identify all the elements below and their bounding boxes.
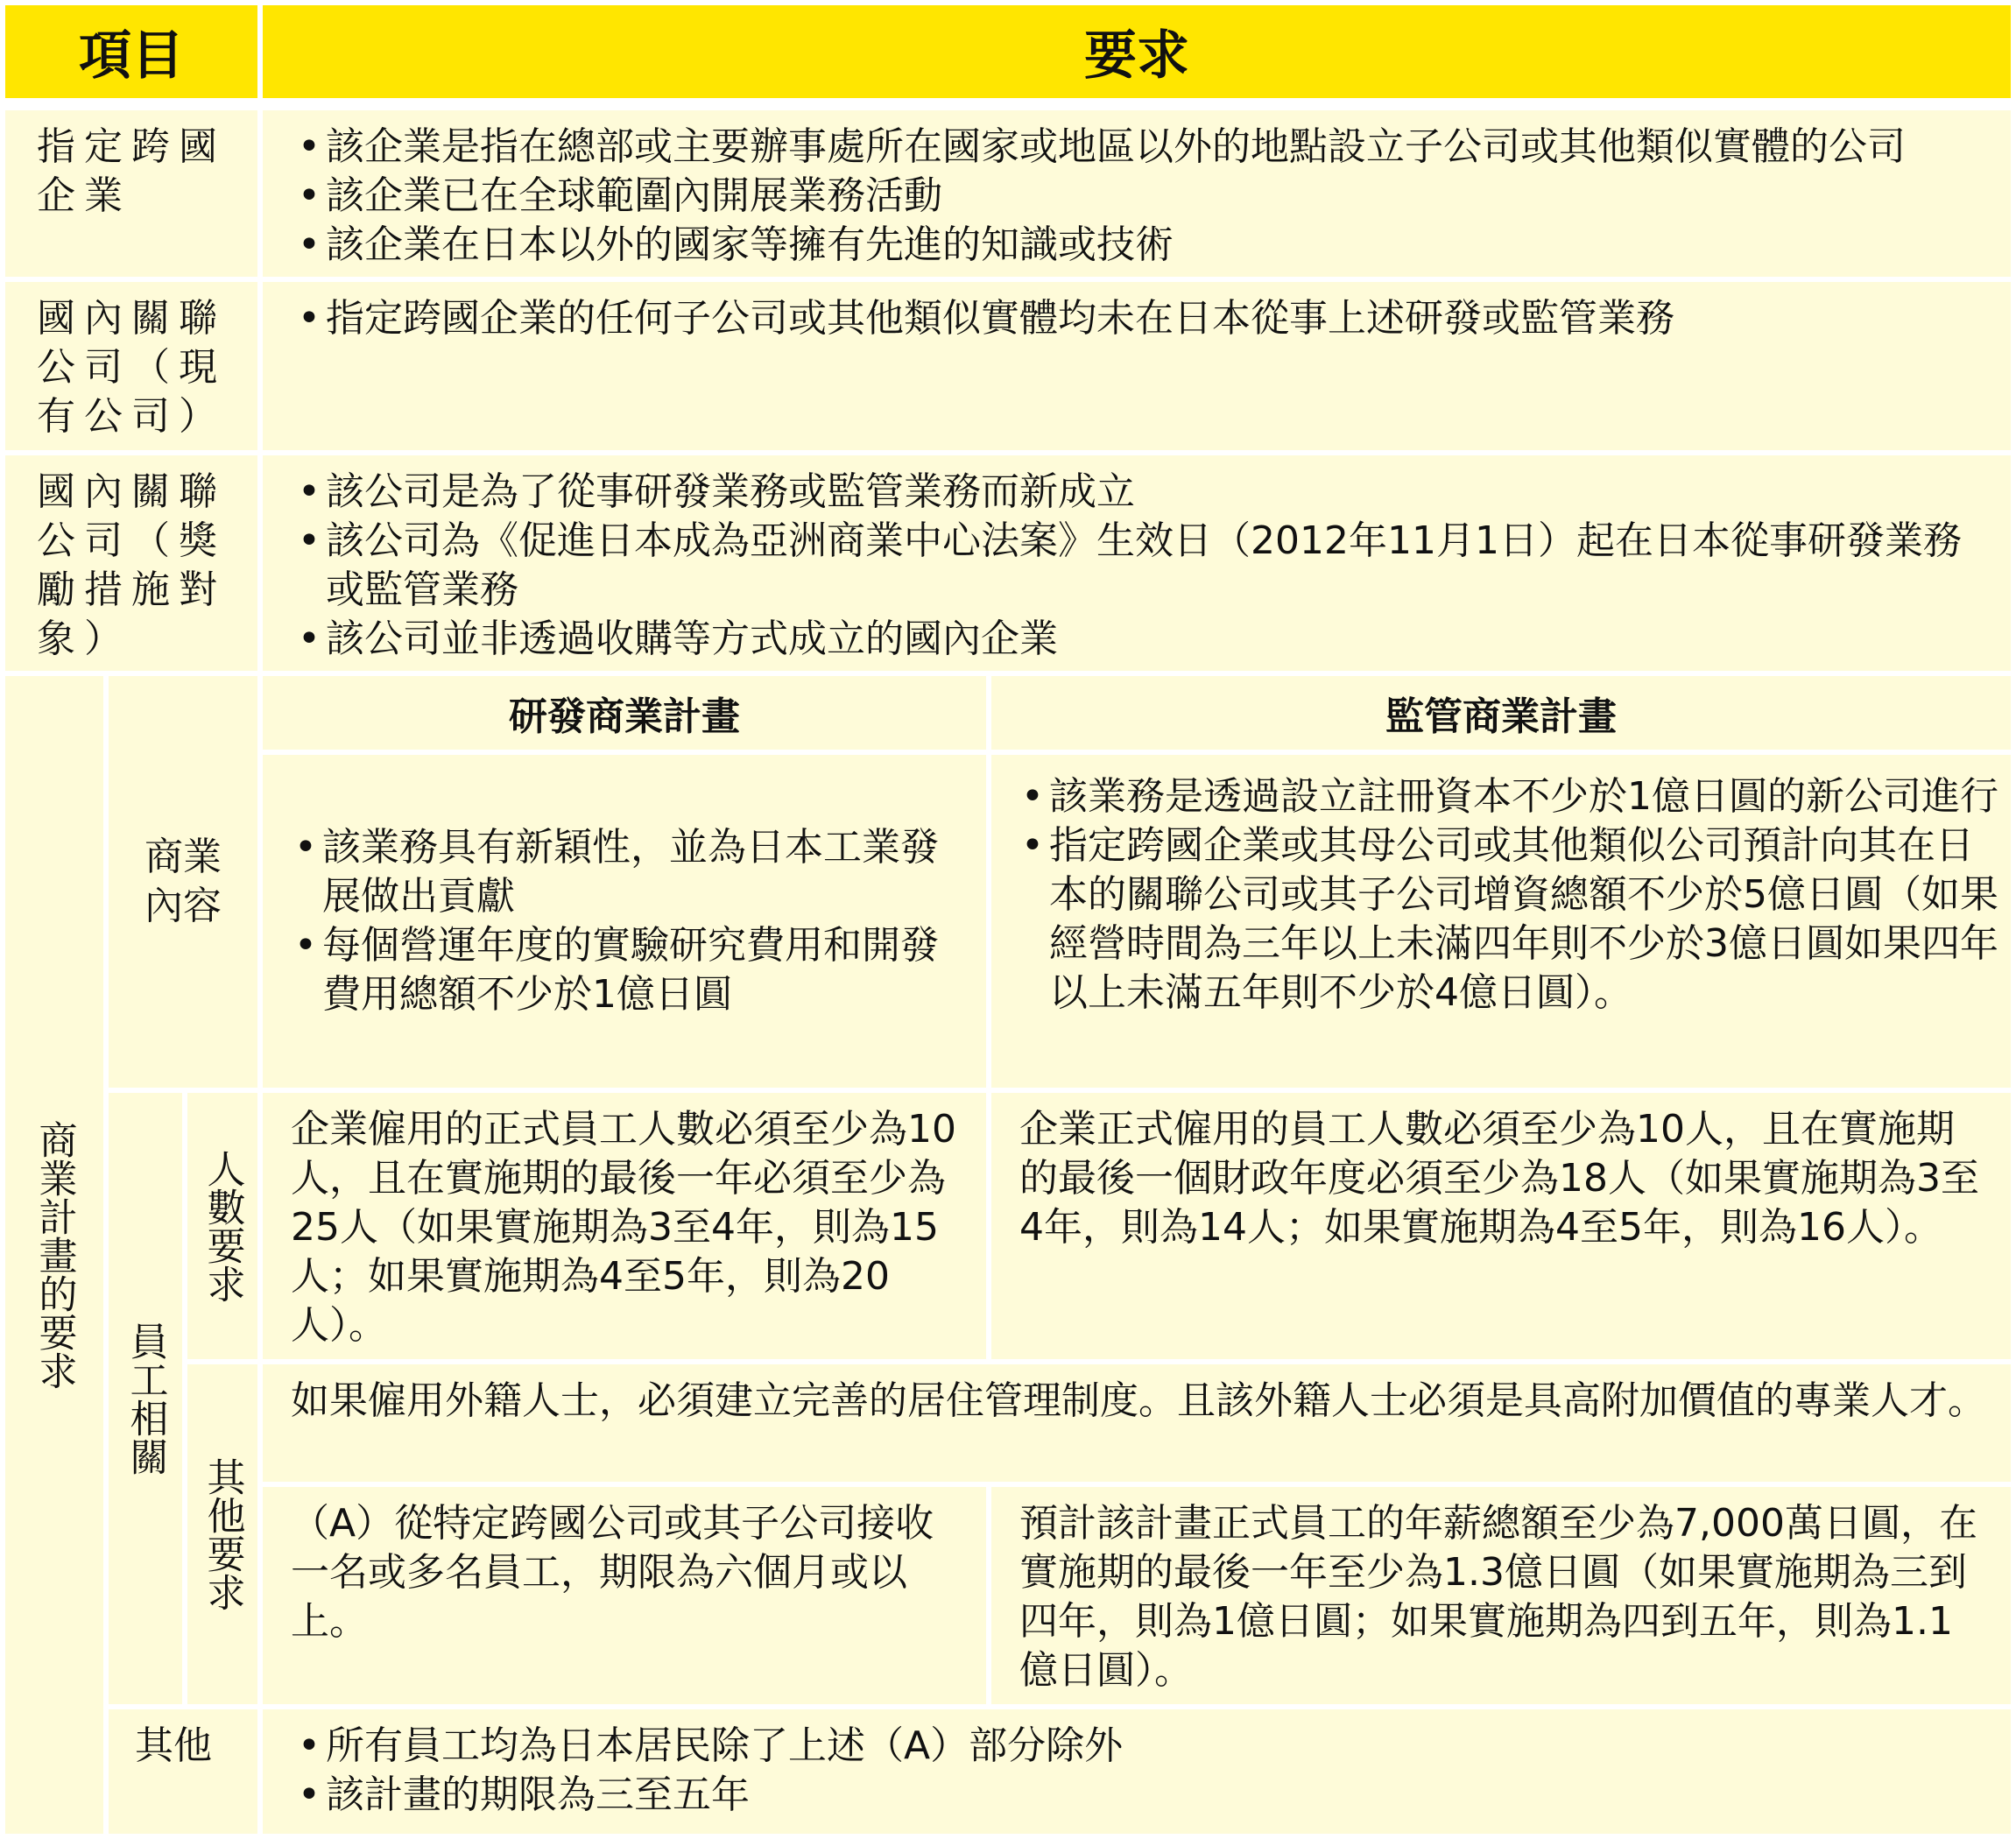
col-heading-supervisory: 監管商業計畫 bbox=[991, 676, 2011, 750]
list-item: • 指定跨國企業的任何子公司或其他類似實體均未在日本從事上述研發或監管業務 bbox=[294, 294, 1983, 343]
other-req-rd: （A）從特定跨國公司或其子公司接收一名或多名員工，期限為六個月或以上。 bbox=[263, 1487, 986, 1704]
row-label-designated: 指定跨國企業 bbox=[5, 110, 257, 277]
list-item: • 指定跨國企業或其母公司或其他類似公司預計向其在日本的關聯公司或其子公司增資總額不少於5億日圓（如果經營時間為三年以上未滿四年則不少於3億日圓如果四年以上未滿五年則不少於4億日圓）。 bbox=[1018, 821, 2002, 1018]
headcount-sup: 企業正式僱用的員工人數必須至少為10人，且在實施期的最後一個財政年度必須至少為18人（如果實施期為3至4年，則為14人；如果實施期為4至5年，則為16人）。 bbox=[991, 1093, 2011, 1359]
business-content-label: 商業內容 bbox=[109, 676, 257, 1088]
other-req-label: 其他要求 bbox=[187, 1364, 257, 1704]
list-item: • 該業務具有新穎性，並為日本工業發展做出貢獻 bbox=[291, 823, 962, 921]
list-item: • 該公司為《促進日本成為亞洲商業中心法案》生效日（2012年11月1日）起在日本從事研發業務或監管業務 bbox=[294, 517, 1983, 615]
business-rd-content bbox=[263, 755, 986, 1088]
col-heading-rd: 研發商業計畫 bbox=[263, 676, 986, 750]
headcount-rd: 企業僱用的正式員工人數必須至少為10人，且在實施期的最後一年必須至少為25人（如果實施期為3至4年，則為15人；如果實施期為4至5年，則為20人）。 bbox=[263, 1093, 986, 1359]
list-item: • 該企業是指在總部或主要辦事處所在國家或地區以外的地點設立子公司或其他類似實體的公司 bbox=[294, 123, 1983, 172]
list-item: • 該計畫的期限為三至五年 bbox=[294, 1771, 1983, 1820]
row-label-domestic-existing: 國內關聯公司（現有公司） bbox=[5, 282, 257, 450]
list-item: • 該企業已在全球範圍內開展業務活動 bbox=[294, 172, 1983, 221]
misc-content bbox=[263, 1709, 2011, 1834]
other-req-shared: 如果僱用外籍人士，必須建立完善的居住管理制度。且該外籍人士必須是具高附加價值的專業人才。 bbox=[263, 1364, 2011, 1482]
list-item: • 該業務是透過設立註冊資本不少於1億日圓的新公司進行 bbox=[1018, 772, 2002, 821]
plan-label: 商業計畫的要求 bbox=[5, 676, 103, 1834]
headcount-label: 人數要求 bbox=[187, 1093, 257, 1359]
row-label-domestic-incentive: 國內關聯公司（獎勵措施對象） bbox=[5, 455, 257, 671]
list-item: • 該公司是為了從事研發業務或監管業務而新成立 bbox=[294, 468, 1983, 517]
other-req-sup: 預計該計畫正式員工的年薪總額至少為7,000萬日圓，在實施期的最後一年至少為1.3億日圓（如果實施期為三到四年，則為1億日圓；如果實施期為四到五年，則為1.1億日圓）。 bbox=[991, 1487, 2011, 1704]
list-item: • 所有員工均為日本居民除了上述（A）部分除外 bbox=[294, 1722, 1983, 1771]
list-item: • 該企業在日本以外的國家等擁有先進的知識或技術 bbox=[294, 221, 1983, 270]
employee-label: 員工相關 bbox=[109, 1093, 182, 1704]
list-item: • 每個營運年度的實驗研究費用和開發費用總額不少於1億日圓 bbox=[291, 921, 962, 1019]
list-item: • 該公司並非透過收購等方式成立的國內企業 bbox=[294, 615, 1983, 664]
row-domestic-existing-content bbox=[263, 282, 2011, 450]
row-domestic-incentive-content bbox=[263, 455, 2011, 671]
misc-label: 其他 bbox=[109, 1709, 257, 1834]
header-requirement: 要求 bbox=[263, 5, 2011, 98]
business-sup-content bbox=[991, 755, 2011, 1088]
row-designated-content bbox=[263, 110, 2011, 277]
header-item: 項目 bbox=[5, 5, 257, 98]
